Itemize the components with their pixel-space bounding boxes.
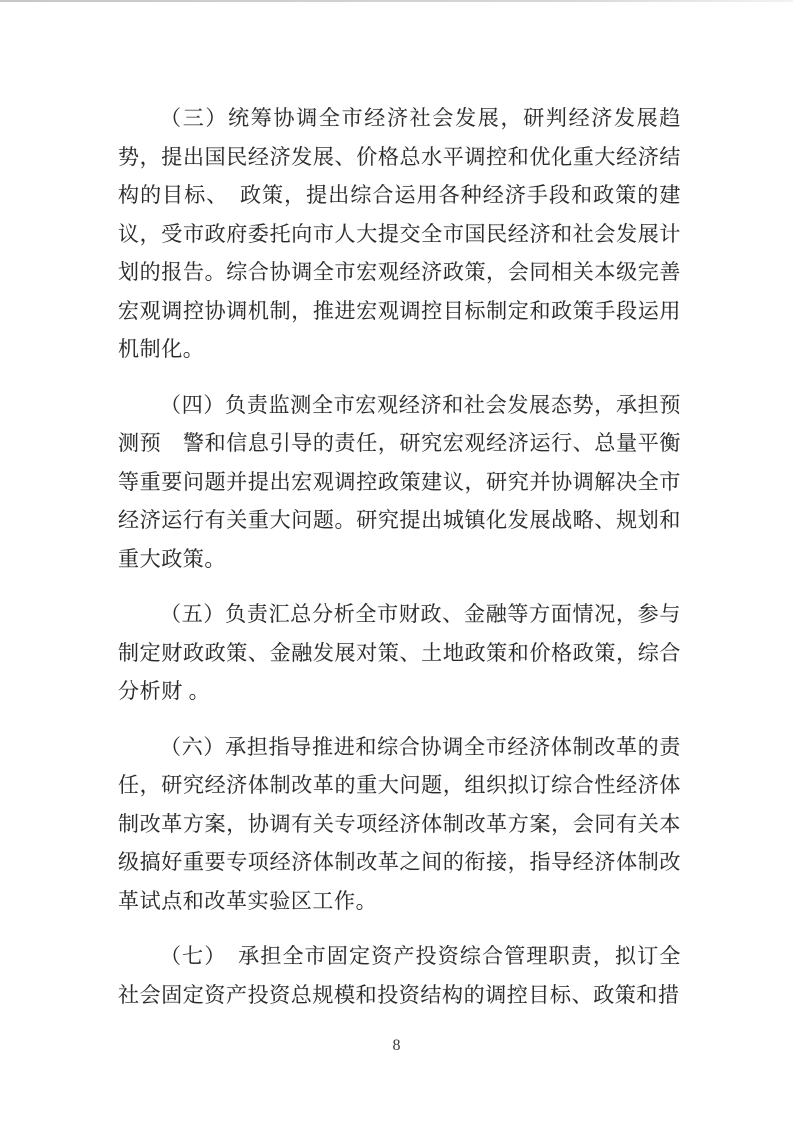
paragraph-item-5: （五）负责汇总分析全市财政、金融等方面情况，参与制定财政政策、金融发展对策、土地政策和价格政策，综合分析财 。	[118, 602, 681, 703]
document-body	[118, 99, 681, 1031]
paragraph-item-4: （四）负责监测全市宏观经济和社会发展态势，承担预测预 警和信息引导的责任，研究宏观经济运行、总量平衡等重要问题并提出宏观调控政策建议，研究并协调解决全市经济运行有关重大问题。研究提出城镇化发展战略、规划和重大政策。	[118, 392, 681, 571]
scan-artifact-line	[0, 0, 793, 2]
paragraph-item-3: （三）统筹协调全市经济社会发展，研判经济发展趋势，提出国民经济发展、价格总水平调控和优化重大经济结构的目标、 政策，提出综合运用各种经济手段和政策的建议，受市政府委托向市人大提交全市国民经济和社会发展计划的报告。综合协调全市宏观经济政策，会同相关本级完善宏观调控协调机制，推进宏观调控目标制定和政策手段运用机制化。	[118, 106, 681, 361]
page-number: 8	[392, 1037, 401, 1054]
paragraph-item-7: （七） 承担全市固定资产投资综合管理职责，拟订全社会固定资产投资总规模和投资结构的调控目标、政策和措	[118, 944, 681, 1007]
paragraph-item-6: （六）承担指导推进和综合协调全市经济体制改革的责任，研究经济体制改革的重大问题，组织拟订综合性经济体制改革方案，协调有关专项经济体制改革方案，会同有关本级搞好重要专项经济体制改革之间的衔接，指导经济体制改革试点和改革实验区工作。	[118, 734, 681, 913]
